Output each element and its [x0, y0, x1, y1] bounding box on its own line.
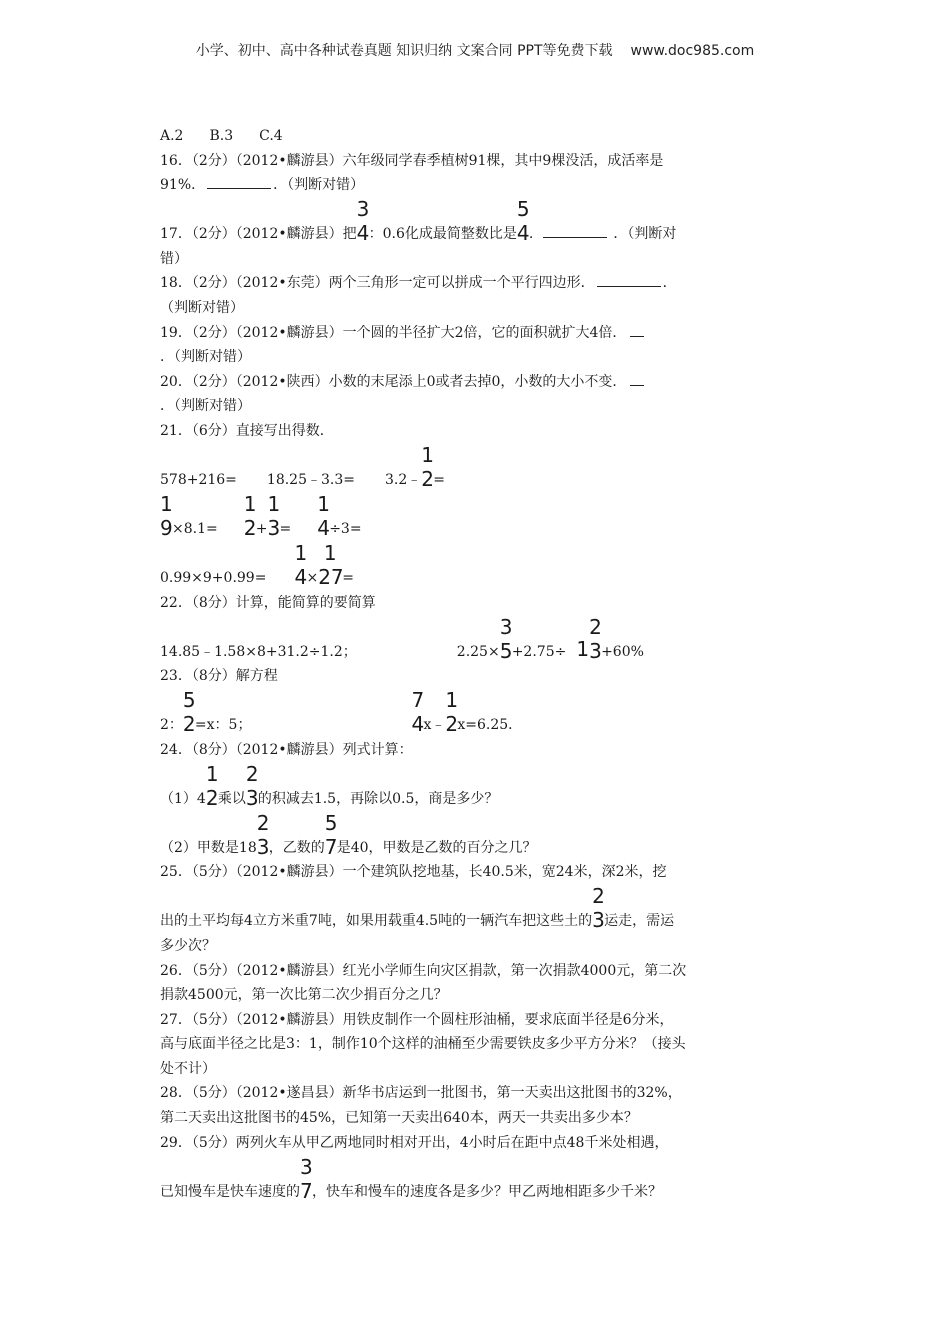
- q17-line1: 17．（2分）（2012•麟游县）把 3 4：0.6化成最简整数比是 5 4. ．（判断对: [160, 197, 677, 246]
- q27-line3: 处不计）: [160, 1060, 216, 1077]
- answer-blank[interactable]: [630, 322, 644, 337]
- q28-line1: 28．（5分）（2012•遂昌县）新华书店运到一批图书，第一天卖出这批图书的32%，: [160, 1085, 682, 1102]
- options-line: [160, 124, 792, 149]
- header-site[interactable]: www.doc985.com: [630, 43, 755, 59]
- q24-part2: （2）甲数是18 2 3，乙数的 5 7是40，甲数是乙数的百分之几？: [160, 810, 537, 859]
- q19-line1: 19．（2分）（2012•麟游县）一个圆的半径扩大2倍，它的面积就扩大4倍．: [160, 321, 792, 346]
- q19-line2: ．（判断对错）: [160, 349, 251, 366]
- q26-line2: 捐款4500元，第一次比第二次少捐百分之几？: [160, 987, 448, 1004]
- q21-row1: 578+216= 18.25﹣3.3= 3.2﹣ 1 2=: [160, 442, 445, 491]
- q29-line2: 已知慢车是快车速度的 3 7，快车和慢车的速度各是多少？甲乙两地相距多少千米？: [160, 1154, 662, 1203]
- q18-line1: 18．（2分）（2012•东莞）两个三角形一定可以拼成一个平行四边形． ．: [160, 271, 792, 296]
- q21-row3: 0.99×9+0.99= 1 4× 1 27=: [160, 540, 354, 589]
- option-a: A.2: [160, 128, 184, 144]
- q25-line3: 多少次？: [160, 937, 216, 954]
- fraction: 3 5: [499, 614, 513, 663]
- fraction: 2 3: [592, 884, 605, 933]
- q16-line1: 16．（2分）（2012•麟游县）六年级同学春季植树91棵，其中9棵没活，成活率是: [160, 152, 664, 169]
- q24-title: 24．（8分）（2012•麟游县）列式计算：: [160, 741, 413, 758]
- fraction: 1 4: [294, 540, 308, 589]
- fraction: 2 3: [589, 614, 602, 663]
- page-header: [0, 40, 950, 60]
- q26-line1: 26．（5分）（2012•麟游县）红光小学师生向灾区捐款，第一次捐款4000元，第二次: [160, 962, 687, 979]
- q17-line2: 错）: [160, 250, 188, 267]
- fraction: 1 27: [318, 540, 344, 589]
- fraction: 2 3: [256, 810, 270, 859]
- fraction: 7 4: [411, 688, 425, 737]
- answer-blank[interactable]: [597, 272, 661, 287]
- q22-title: 22．（8分）计算，能简算的要简算: [160, 594, 376, 611]
- q25-line1: 25．（5分）（2012•麟游县）一个建筑队挖地基，长40.5米，宽24米，深2米，挖: [160, 864, 667, 881]
- q22-row: 14.85﹣1.58×8+31.2÷1.2； 2.25× 3 5+2.75÷ 1 2 3+60%: [160, 614, 644, 663]
- answer-blank[interactable]: [207, 174, 271, 189]
- q16-line2: 91%． ．（判断对错）: [160, 173, 792, 198]
- q28-line2: 第二天卖出这批图书的45%，已知第一天卖出640本，两天一共卖出多少本？: [160, 1110, 638, 1127]
- fraction: 1 3: [267, 491, 281, 540]
- option-c: C.4: [259, 128, 283, 144]
- q24-part1: （1）4 1 2乘以 2 3的积减去1.5，再除以0.5，商是多少？: [160, 761, 499, 810]
- fraction: 5 2: [182, 688, 196, 737]
- fraction: 1 9: [160, 491, 173, 540]
- q27-line1: 27．（5分）（2012•麟游县）用铁皮制作一个圆柱形油桶，要求底面半径是6分米，: [160, 1011, 674, 1028]
- q23-row: 2： 5 2=x：5； 7 4x﹣ 1 2x=6.25．: [160, 688, 523, 737]
- option-b: B.3: [209, 128, 234, 144]
- q21-title: 21．（6分）直接写出得数．: [160, 422, 334, 439]
- fraction: 1 2: [243, 491, 257, 540]
- fraction: 5 7: [324, 810, 338, 859]
- header-text: 小学、初中、高中各种试卷真题 知识归纳 文案合同 PPT等免费下载: [195, 43, 613, 59]
- q20-line1: 20．（2分）（2012•陕西）小数的末尾添上0或者去掉0，小数的大小不变．: [160, 370, 792, 395]
- q29-line1: 29．（5分）两列火车从甲乙两地同时相对开出，4小时后在距中点48千米处相遇，: [160, 1134, 669, 1151]
- answer-blank[interactable]: [630, 371, 644, 386]
- fraction: 1 2: [445, 688, 459, 737]
- fraction: 1 2: [205, 761, 219, 810]
- q25-line2: 出的土平均每4立方米重7吨，如果用载重4.5吨的一辆汽车把这些土的 2 3运走，需运: [160, 884, 675, 933]
- q23-title: 23．（8分）解方程: [160, 668, 278, 685]
- q20-line2: ．（判断对错）: [160, 398, 251, 415]
- fraction: 3 4: [356, 197, 370, 246]
- fraction: 2 3: [245, 761, 259, 810]
- q18-line2: （判断对错）: [160, 299, 244, 316]
- fraction: 3 7: [300, 1154, 313, 1203]
- answer-blank[interactable]: [543, 223, 607, 238]
- q21-row2: 1 9×8.1= 1 2+ 1 3= 1 4÷3=: [160, 491, 362, 540]
- fraction: 5 4: [516, 197, 530, 246]
- exam-content: [160, 124, 792, 1204]
- q27-line2: 高与底面半径之比是3：1，制作10个这样的油桶至少需要铁皮多少平方分米？（接头: [160, 1036, 686, 1053]
- fraction: 1 4: [317, 491, 330, 540]
- fraction: 1 2: [421, 442, 434, 491]
